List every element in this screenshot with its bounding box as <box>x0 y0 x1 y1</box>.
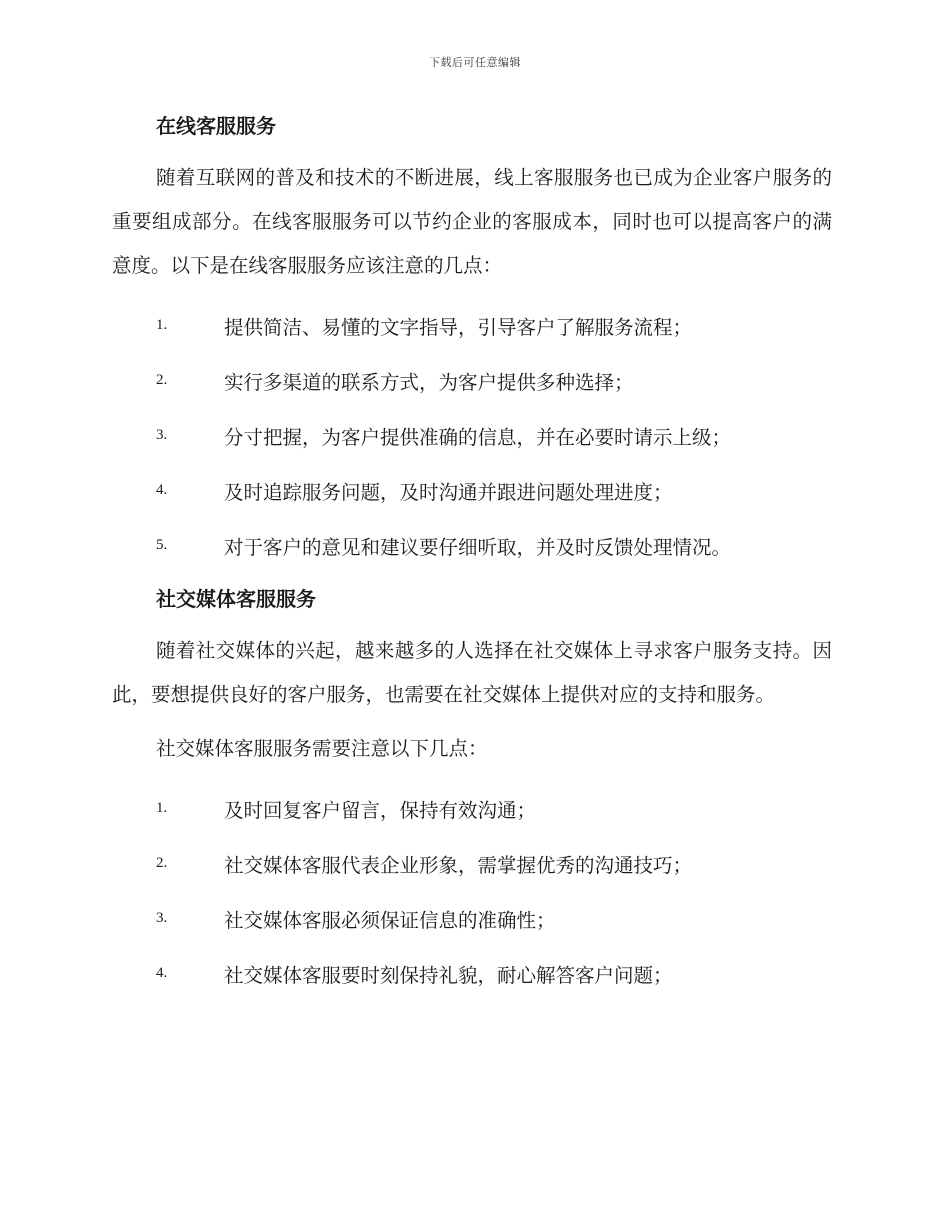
list-text: 及时回复客户留言，保持有效沟通； <box>224 798 537 822</box>
list-number: 2. <box>156 855 168 871</box>
list-text: 社交媒体客服必须保证信息的准确性； <box>224 908 556 932</box>
list-number: 4. <box>156 965 168 981</box>
section-intro-social-media-service: 随着社交媒体的兴起，越来越多的人选择在社交媒体上寻求客户服务支持。因此，要想提供良好的客户服务，也需要在社交媒体上提供对应的支持和服务。 <box>112 639 832 706</box>
list-number: 1. <box>156 800 168 816</box>
list-number: 3. <box>156 427 168 443</box>
list-item <box>112 836 832 891</box>
list-number: 3. <box>156 910 168 926</box>
section-lead-social-media-service: 社交媒体客服服务需要注意以下几点： <box>156 737 488 760</box>
list-number: 2. <box>156 372 168 388</box>
list-item <box>112 891 832 946</box>
list-text: 提供简洁、易懂的文字指导，引导客户了解服务流程； <box>224 315 693 339</box>
list-text: 社交媒体客服代表企业形象，需掌握优秀的沟通技巧； <box>224 853 693 877</box>
page-header: 下载后可任意编辑 <box>429 56 521 69</box>
list-text: 实行多渠道的联系方式，为客户提供多种选择； <box>224 370 634 394</box>
list-number: 1. <box>156 317 168 333</box>
list-item <box>112 353 832 408</box>
online-service-list <box>112 298 832 573</box>
list-item <box>112 298 832 353</box>
social-media-service-list <box>112 781 832 1001</box>
list-text: 及时追踪服务问题，及时沟通并跟进问题处理进度； <box>224 480 673 504</box>
section-title-social-media-service: 社交媒体客服服务 <box>156 587 316 611</box>
document-body <box>112 104 832 1005</box>
list-item <box>112 518 832 573</box>
list-text: 分寸把握，为客户提供准确的信息，并在必要时请示上级； <box>224 425 732 449</box>
section-title-online-service: 在线客服服务 <box>156 114 276 138</box>
list-number: 4. <box>156 482 168 498</box>
list-text: 对于客户的意见和建议要仔细听取，并及时反馈处理情况。 <box>224 535 732 559</box>
list-item <box>112 781 832 836</box>
list-item <box>112 946 832 1001</box>
list-item <box>112 408 832 463</box>
section-intro-online-service: 随着互联网的普及和技术的不断进展，线上客服服务也已成为企业客户服务的重要组成部分。在线客服服务可以节约企业的客服成本，同时也可以提高客户的满意度。以下是在线客服服务应该注意的几点： <box>112 166 832 277</box>
list-text: 社交媒体客服要时刻保持礼貌，耐心解答客户问题； <box>224 963 673 987</box>
list-item <box>112 463 832 518</box>
list-number: 5. <box>156 537 168 553</box>
